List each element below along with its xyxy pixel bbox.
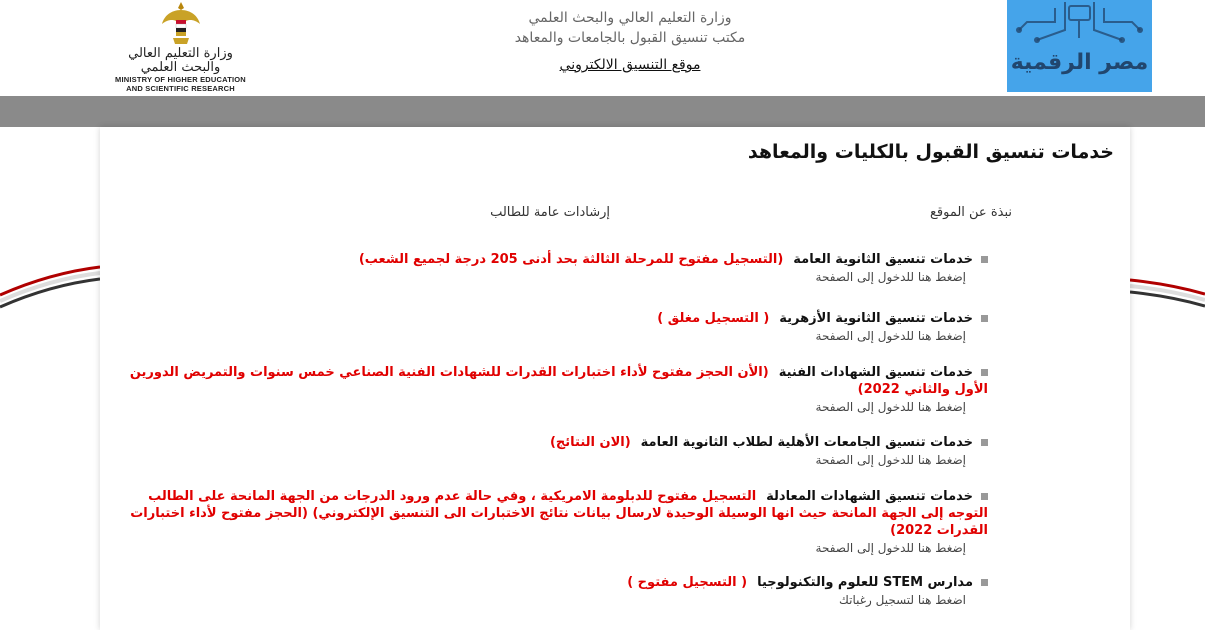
service-name: خدمات تنسيق الثانوية العامة	[793, 252, 973, 267]
page-title: خدمات تنسيق القبول بالكليات والمعاهد	[747, 141, 1114, 163]
service-link[interactable]: إضغط هنا للدخول إلى الصفحة	[815, 453, 966, 467]
bullet-icon	[981, 579, 988, 586]
gray-navbar	[0, 96, 1205, 127]
service-link[interactable]: إضغط هنا للدخول إلى الصفحة	[815, 400, 966, 414]
header-site-link[interactable]	[470, 54, 790, 76]
header-site-link-label: موقع التنسيق الالكتروني	[559, 57, 701, 73]
service-status: (الان النتائج)	[549, 435, 631, 450]
bullet-icon	[981, 315, 988, 322]
service-link[interactable]: اضغط هنا لتسجيل رغباتك	[839, 593, 966, 607]
ministry-logo-english-line2: AND SCIENTIFIC RESEARCH	[126, 84, 235, 93]
ministry-logo-arabic: وزارة التعليم العالي والبحث العلمي	[128, 46, 233, 75]
service-status: التسجيل مفتوح للدبلومة الامريكية ، وفي حالة عدم ورود الدرجات من الجهة المانحة على الطالب التوجه إلى الجهة المانحة حيث انها الوسيلة الوحيدة لارسال بيانات نتائج الاختبارات الى التنسيق الإلكتروني) (الحجز مفتوح لأداء اختبارات القدرات 2022)	[130, 489, 988, 538]
header-text	[470, 8, 790, 76]
service-item	[128, 310, 988, 343]
site-header	[0, 0, 1205, 96]
service-name: خدمات تنسيق الثانوية الأزهرية	[779, 311, 973, 326]
service-status: (التسجيل مفتوح للمرحلة الثالثة بحد أدنى 205 درجة لجميع الشعب)	[358, 252, 784, 267]
service-status: ( التسجيل مفتوح )	[627, 575, 748, 590]
service-link[interactable]: إضغط هنا للدخول إلى الصفحة	[815, 541, 966, 555]
header-ministry-name: وزارة التعليم العالي والبحث العلمي	[528, 10, 732, 26]
services-panel	[100, 127, 1130, 630]
service-item	[128, 251, 988, 284]
digital-egypt-logo-text: مصر الرقمية	[1010, 50, 1149, 75]
service-name: خدمات تنسيق الشهادات الفنية	[778, 365, 973, 380]
service-name: خدمات تنسيق الجامعات الأهلية لطلاب الثانوية العامة	[640, 435, 973, 450]
service-status: ( التسجيل مغلق )	[657, 311, 770, 326]
ministry-logo-english	[108, 75, 253, 93]
left-swoosh-decoration	[0, 255, 100, 315]
egypt-eagle-icon	[161, 0, 201, 46]
bullet-icon	[981, 439, 988, 446]
bullet-icon	[981, 256, 988, 263]
right-swoosh-decoration	[1130, 270, 1205, 310]
service-item	[128, 488, 988, 555]
digital-egypt-logo	[1007, 0, 1152, 92]
bullet-icon	[981, 369, 988, 376]
service-link[interactable]: إضغط هنا للدخول إلى الصفحة	[815, 329, 966, 343]
service-status: (الأن الحجز مفتوح لأداء اختبارات القدرات للشهادات الفنية الصناعي خمس سنوات والتمريض الدورين الأول والثاني 2022)	[129, 365, 988, 397]
service-item	[128, 574, 988, 607]
header-office-name: مكتب تنسيق القبول بالجامعات والمعاهد	[514, 30, 746, 46]
ministry-logo-english-line1: MINISTRY OF HIGHER EDUCATION	[115, 75, 246, 84]
tab-student-guidelines[interactable]: إرشادات عامة للطالب	[490, 205, 610, 220]
ministry-logo	[108, 0, 253, 94]
bullet-icon	[981, 493, 988, 500]
service-link[interactable]: إضغط هنا للدخول إلى الصفحة	[815, 270, 966, 284]
service-name: خدمات تنسيق الشهادات المعادلة	[766, 489, 973, 504]
tab-about-site[interactable]: نبذة عن الموقع	[929, 205, 1012, 220]
service-name: مدارس STEM للعلوم والتكنولوجيا	[757, 575, 973, 590]
service-item	[128, 434, 988, 467]
service-item	[128, 364, 988, 414]
circuit-icon	[1007, 0, 1152, 50]
